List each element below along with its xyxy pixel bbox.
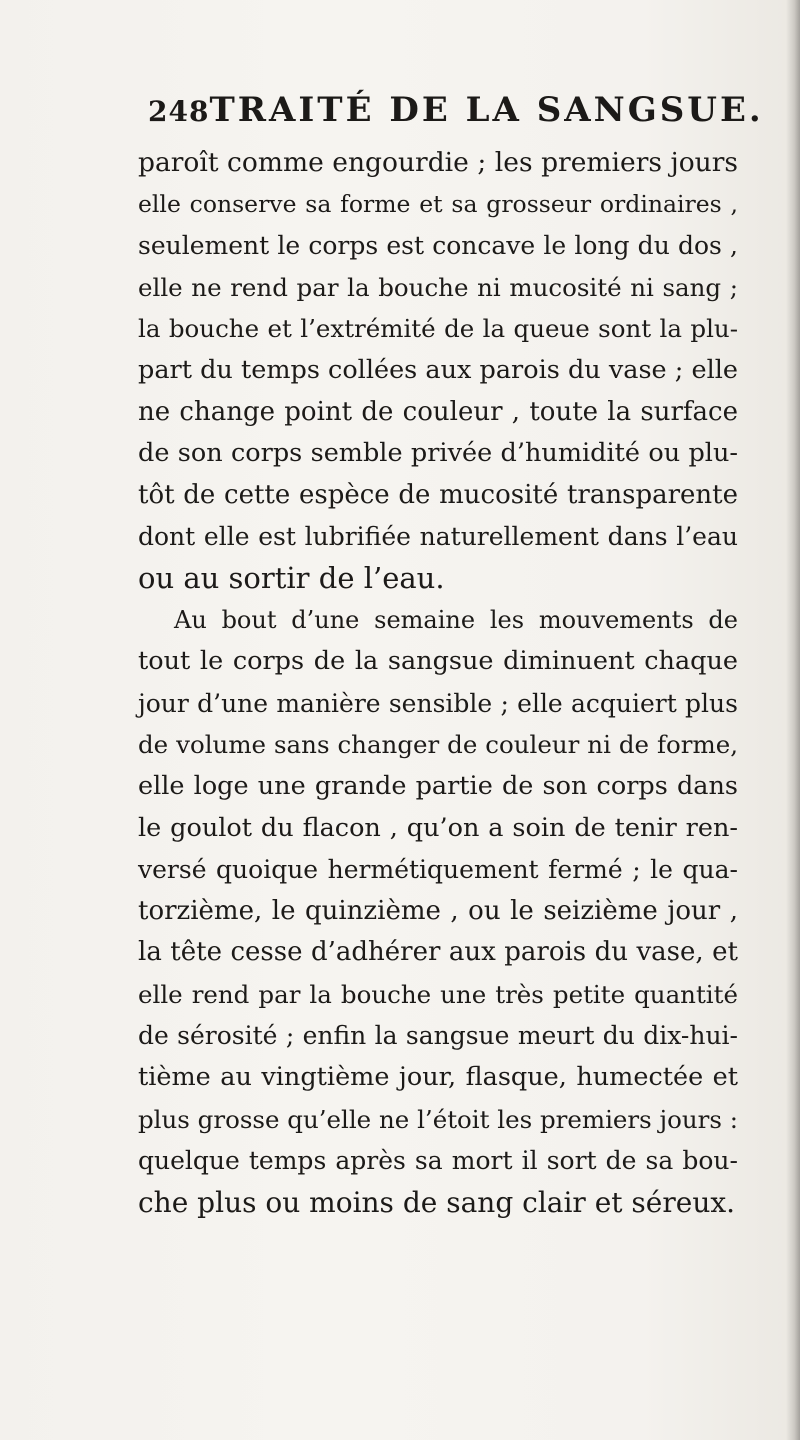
- text-line: elle rend par la bouche une très petite quantité: [138, 979, 738, 1009]
- text-line: elle loge une grande partie de son corps dans: [138, 770, 738, 801]
- text-line: plus grosse qu’elle ne l’étoit les premiers jours :: [138, 1104, 738, 1134]
- text-line: tôt de cette espèce de mucosité transparente: [138, 479, 738, 510]
- text-line: seulement le corps est concave le long du dos ,: [138, 231, 738, 261]
- text-line: elle conserve sa forme et sa grosseur ordinaires ,: [138, 189, 738, 218]
- page-header: [148, 90, 764, 138]
- paragraph-start-line: Au bout d’une semaine les mouvements de: [174, 605, 738, 634]
- text-line: jour d’une manière sensible ; elle acquiert plus: [138, 688, 738, 718]
- text-line: dont elle est lubrifiée naturellement dans l’eau: [138, 522, 738, 552]
- page-number: 248: [148, 95, 210, 128]
- text-line: tout le corps de la sangsue diminuent chaque: [138, 646, 738, 677]
- text-line: de volume sans changer de couleur ni de forme,: [138, 730, 738, 760]
- text-line: de sérosité ; enfin la sangsue meurt du dix-hui-: [138, 1021, 738, 1051]
- text-line: part du temps collées aux parois du vase ; elle: [138, 354, 738, 385]
- text-line: tième au vingtième jour, flasque, humectée et: [138, 1062, 738, 1093]
- text-line: elle ne rend par la bouche ni mucosité ni sang ;: [138, 272, 738, 302]
- running-title: TRAITÉ DE LA SANGSUE.: [209, 90, 764, 130]
- text-line: paroît comme engourdie ; les premiers jours: [138, 147, 738, 178]
- text-line: torzième, le quinzième , ou le seizième jour ,: [138, 895, 738, 926]
- text-line: le goulot du flacon , qu’on a soin de tenir ren-: [138, 812, 738, 843]
- text-line: la bouche et l’extrémité de la queue sont la plu-: [138, 314, 738, 344]
- text-line: de son corps semble privée d’humidité ou plu-: [138, 438, 738, 469]
- text-line: quelque temps après sa mort il sort de sa bou-: [138, 1146, 738, 1176]
- text-line: ne change point de couleur , toute la surface: [138, 396, 738, 427]
- body-text: [138, 142, 738, 1223]
- text-line: la tête cesse d’adhérer aux parois du vase, et: [138, 937, 738, 968]
- paragraph-end-line: che plus ou moins de sang clair et séreux.: [138, 1185, 736, 1219]
- text-line: versé quoique hermétiquement fermé ; le qua-: [138, 855, 738, 885]
- paragraph-end-line: ou au sortir de l’eau.: [138, 560, 445, 595]
- page-edge-shadow: [786, 0, 800, 1440]
